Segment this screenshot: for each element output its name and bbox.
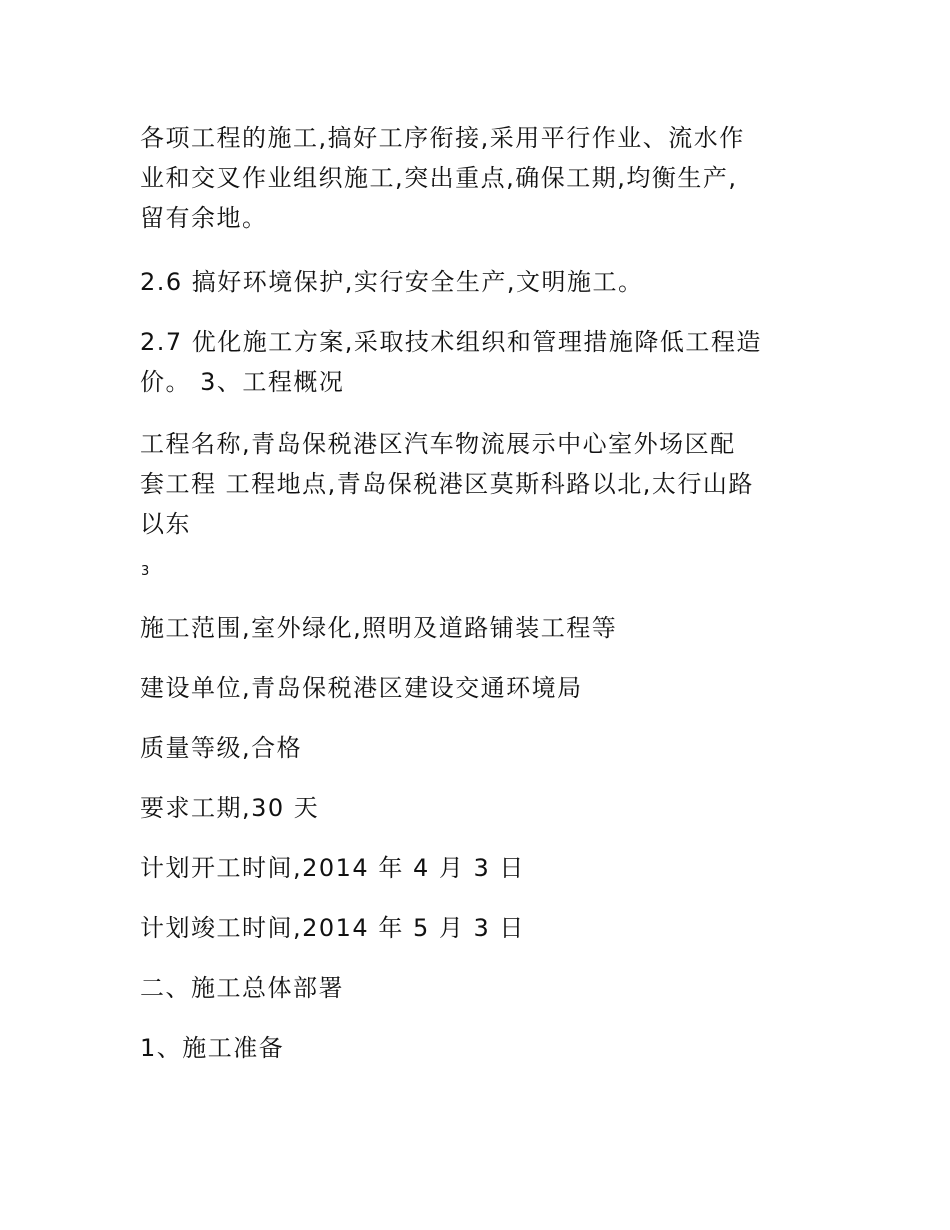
- paragraph-line: 质量等级,合格: [140, 734, 303, 762]
- paragraph-line: 施工范围,室外绿化,照明及道路铺装工程等: [140, 614, 618, 642]
- page-number: 3: [141, 564, 150, 579]
- paragraph-line: 工程名称,青岛保税港区汽车物流展示中心室外场区配: [140, 430, 736, 458]
- paragraph-line: 留有余地。: [140, 204, 268, 232]
- section-heading: 二、施工总体部署: [140, 974, 344, 1002]
- paragraph-line: 2.7 优化施工方案,采取技术组织和管理措施降低工程造: [140, 328, 762, 356]
- paragraph-line: 业和交叉作业组织施工,突出重点,确保工期,均衡生产,: [140, 164, 738, 192]
- section-heading: 价。 3、工程概况: [140, 368, 345, 396]
- subsection-heading: 1、施工准备: [140, 1034, 285, 1062]
- paragraph-line: 各项工程的施工,搞好工序衔接,采用平行作业、流水作: [140, 124, 745, 152]
- paragraph-line: 套工程 工程地点,青岛保税港区莫斯科路以北,太行山路: [140, 470, 754, 498]
- paragraph-line: 建设单位,青岛保税港区建设交通环境局: [140, 674, 583, 702]
- paragraph-line: 要求工期,30 天: [140, 794, 320, 822]
- paragraph-line: 2.6 搞好环境保护,实行安全生产,文明施工。: [140, 268, 644, 296]
- paragraph-line: 计划开工时间,2014 年 4 月 3 日: [140, 854, 525, 882]
- paragraph-line: 计划竣工时间,2014 年 5 月 3 日: [140, 914, 525, 942]
- paragraph-line: 以东: [140, 510, 191, 538]
